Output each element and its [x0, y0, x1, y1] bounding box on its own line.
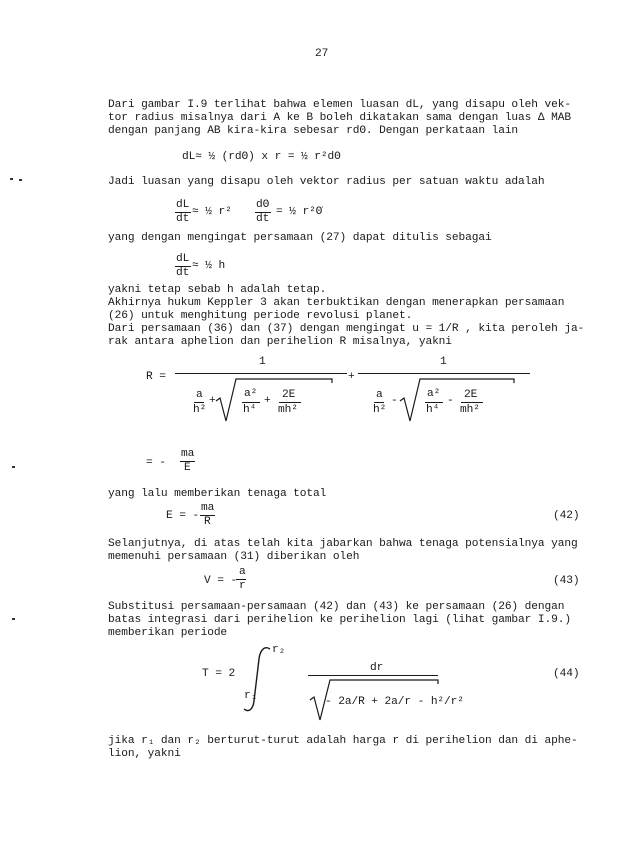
plus-sign: +: [264, 395, 271, 407]
fraction-denominator: E: [184, 462, 191, 474]
paragraph-line: Selanjutnya, di atas telah kita jabarkan bahwa tenaga potensialnya yang: [108, 538, 578, 550]
term-2e: 2E: [282, 389, 296, 401]
term-mh2: mh²: [278, 404, 298, 416]
term-a: a: [196, 389, 203, 401]
fraction-bar: [242, 402, 260, 403]
paragraph-line: lion, yakni: [108, 748, 181, 760]
equation-lhs: = -: [146, 457, 166, 469]
equation-lhs: E = -: [166, 510, 200, 522]
page-number: 27: [315, 48, 329, 60]
fraction-denominator: dt: [256, 213, 270, 225]
paragraph-line: batas integrasi dari perihelion ke perihelion lagi (lihat gambar I.9.): [108, 614, 571, 626]
term-a2: a²: [427, 388, 441, 400]
term-a: a: [376, 389, 383, 401]
upper-limit: r₂: [272, 644, 286, 656]
equation-lhs: T = 2: [202, 668, 236, 680]
equation-dl: dL≈ ½ (rdΘ) x r = ½ r²dΘ: [182, 151, 341, 163]
term-h4: h⁴: [426, 404, 440, 416]
paragraph-line: yang lalu memberikan tenaga total: [108, 488, 327, 500]
fraction-bar: [374, 402, 384, 403]
paragraph-line: (26) untuk menghitung periode revolusi planet.: [108, 310, 413, 322]
scan-speck: [10, 178, 13, 180]
scan-speck: [12, 466, 15, 468]
fraction-numerator: 1: [259, 356, 266, 368]
sqrt-sign: [398, 377, 518, 427]
fraction-denominator: r: [239, 580, 246, 592]
fraction-denominator: dt: [176, 213, 190, 225]
term-h2: h²: [373, 404, 387, 416]
fraction-numerator: a: [239, 566, 246, 578]
fraction-numerator: dΘ: [256, 199, 270, 211]
scan-speck: [12, 618, 15, 620]
paragraph-line: Dari gambar I.9 terlihat bahwa elemen luasan dL, yang disapu oleh vek-: [108, 99, 571, 111]
term-h4: h⁴: [243, 404, 257, 416]
fraction-bar: [279, 402, 301, 403]
paragraph-line: dengan panjang AB kira-kira sebesar rdΘ. Dengan perkataan lain: [108, 125, 519, 137]
paragraph-line: Dari persamaan (36) dan (37) dengan mengingat u = 1/R , kita peroleh ja-: [108, 323, 585, 335]
fraction-bar: [358, 373, 530, 374]
scan-speck: [19, 179, 22, 181]
paragraph-line: jika r₁ dan r₂ berturut-turut adalah harga r di perihelion dan di aphe-: [108, 735, 578, 747]
term-h2: h²: [193, 404, 207, 416]
equation-term: = ½ r²Θ̇: [276, 206, 323, 218]
paragraph-line: Akhirnya hukum Keppler 3 akan terbuktikan dengan menerapkan persamaan: [108, 297, 565, 309]
term-mh2: mh²: [460, 404, 480, 416]
fraction-numerator: ma: [201, 502, 215, 514]
term-2e: 2E: [464, 389, 478, 401]
equation-lhs: R =: [146, 371, 166, 383]
paragraph-line: yang dengan mengingat persamaan (27) dapat ditulis sebagai: [108, 232, 492, 244]
equation-number: (42): [553, 510, 580, 522]
paragraph-line: memenuhi persamaan (31) diberikan oleh: [108, 551, 360, 563]
term-a2: a²: [244, 388, 258, 400]
lower-limit: r₁: [244, 690, 258, 702]
equation-number: (44): [553, 668, 580, 680]
minus-sign: -: [447, 395, 454, 407]
fraction-bar: [425, 402, 443, 403]
fraction-bar: [308, 675, 438, 676]
paragraph-line: yakni tetap sebab h adalah tetap.: [108, 284, 327, 296]
radicand: - 2a/R + 2a/r - h²/r²: [325, 696, 464, 708]
equation-lhs: V = -: [204, 575, 238, 587]
fraction-denominator: R: [204, 516, 211, 528]
fraction-bar: [194, 402, 204, 403]
paragraph-line: rak antara aphelion dan perihelion R misalnya, yakni: [108, 336, 452, 348]
equation-number: (43): [553, 575, 580, 587]
fraction-numerator: dL: [176, 199, 190, 211]
fraction-numerator: ma: [181, 448, 195, 460]
fraction-numerator: dr: [370, 662, 384, 674]
paragraph-line: tor radius misalnya dari A ke B boleh dikatakan sama dengan luas Δ MAB: [108, 112, 571, 124]
plus-sign: +: [209, 395, 216, 407]
fraction-bar: [461, 402, 483, 403]
equation-term: ≈ ½ r²: [192, 206, 232, 218]
fraction-numerator: dL: [176, 253, 190, 265]
sqrt-sign: [214, 377, 334, 427]
minus-sign: -: [391, 395, 398, 407]
fraction-numerator: 1: [440, 356, 447, 368]
plus-sign: +: [348, 371, 355, 383]
equation-term: ≈ ½ h: [192, 260, 226, 272]
paragraph-line: Substitusi persamaan-persamaan (42) dan (43) ke persamaan (26) dengan: [108, 601, 565, 613]
paragraph-line: memberikan periode: [108, 627, 228, 639]
fraction-bar: [175, 373, 347, 374]
fraction-denominator: dt: [176, 267, 190, 279]
paragraph-line: Jadi luasan yang disapu oleh vektor radius per satuan waktu adalah: [108, 176, 545, 188]
